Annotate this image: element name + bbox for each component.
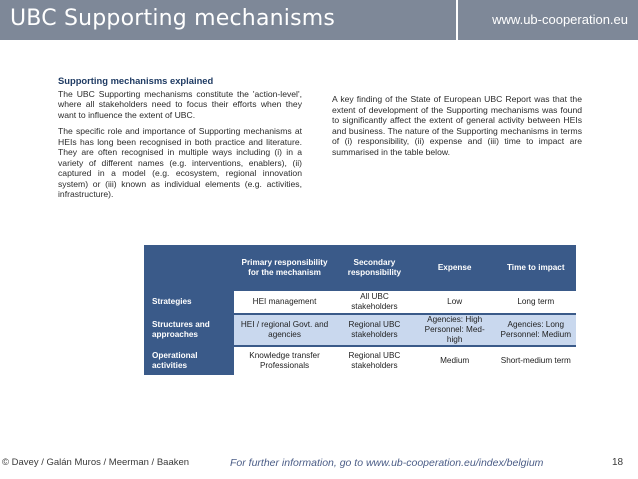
mechanisms-table xyxy=(144,245,576,375)
table-cell: Short-medium term xyxy=(496,346,576,375)
table-cell: Medium xyxy=(414,346,496,375)
table-cell: HEI management xyxy=(234,291,335,314)
paragraph: A key finding of the State of European UBC Report was that the extent of development of the Supporting mechanisms was found to significantly affect the extent of general activity between HEIs and business. The nature of the Supporting mechanisms in terms of (i) responsibility, (ii) expense and (iii) time to impact are summarised in the table below. xyxy=(332,94,582,157)
table-cell: Long term xyxy=(496,291,576,314)
slide-title: UBC Supporting mechanisms xyxy=(10,6,336,31)
row-label: Strategies xyxy=(144,291,234,314)
page-number: 18 xyxy=(612,457,624,468)
table-cell: Low xyxy=(414,291,496,314)
table-cell: Agencies: Long Personnel: Medium xyxy=(496,314,576,346)
table-header-row xyxy=(144,245,576,291)
table-cell: Regional UBC stakeholders xyxy=(335,314,414,346)
table-header: Primary responsibility for the mechanism xyxy=(234,245,335,291)
table-cell: Knowledge transfer Professionals xyxy=(234,346,335,375)
table-cell: Agencies: High Personnel: Med-high xyxy=(414,314,496,346)
paragraph: The specific role and importance of Supporting mechanisms at HEIs has long been recognised in both practice and literature. They are often recognised in multiple ways including (i) in a variety of different names (e.g. interventions, enablers), (ii) captured in a model (e.g. ecosystem, regional innovation system) or (iii) known as individual elements (e.g. activities, infrastructure). xyxy=(58,126,302,199)
right-column xyxy=(332,94,582,163)
title-divider xyxy=(456,0,458,40)
table-header xyxy=(144,245,234,291)
footer-info-link[interactable]: For further information, go to www.ub-cooperation.eu/index/belgium xyxy=(230,457,544,469)
title-bar xyxy=(0,0,638,40)
table-row xyxy=(144,314,576,346)
header-url-link[interactable]: www.ub-cooperation.eu xyxy=(492,12,628,27)
row-label: Structures and approaches xyxy=(144,314,234,346)
table-cell: Regional UBC stakeholders xyxy=(335,346,414,375)
left-column xyxy=(58,76,302,206)
table-row xyxy=(144,346,576,375)
table-cell: All UBC stakeholders xyxy=(335,291,414,314)
table-header: Secondary responsibility xyxy=(335,245,414,291)
table-row xyxy=(144,291,576,314)
table-cell: HEI / regional Govt. and agencies xyxy=(234,314,335,346)
footer-credit: © Davey / Galán Muros / Meerman / Baaken xyxy=(2,457,190,468)
row-label: Operational activities xyxy=(144,346,234,375)
paragraph: The UBC Supporting mechanisms constitute the 'action-level', where all stakeholders need to focus their efforts when they want to influence the extent of UBC. xyxy=(58,88,302,120)
table-header: Time to impact xyxy=(496,245,576,291)
table-header: Expense xyxy=(414,245,496,291)
section-heading: Supporting mechanisms explained xyxy=(58,75,214,86)
